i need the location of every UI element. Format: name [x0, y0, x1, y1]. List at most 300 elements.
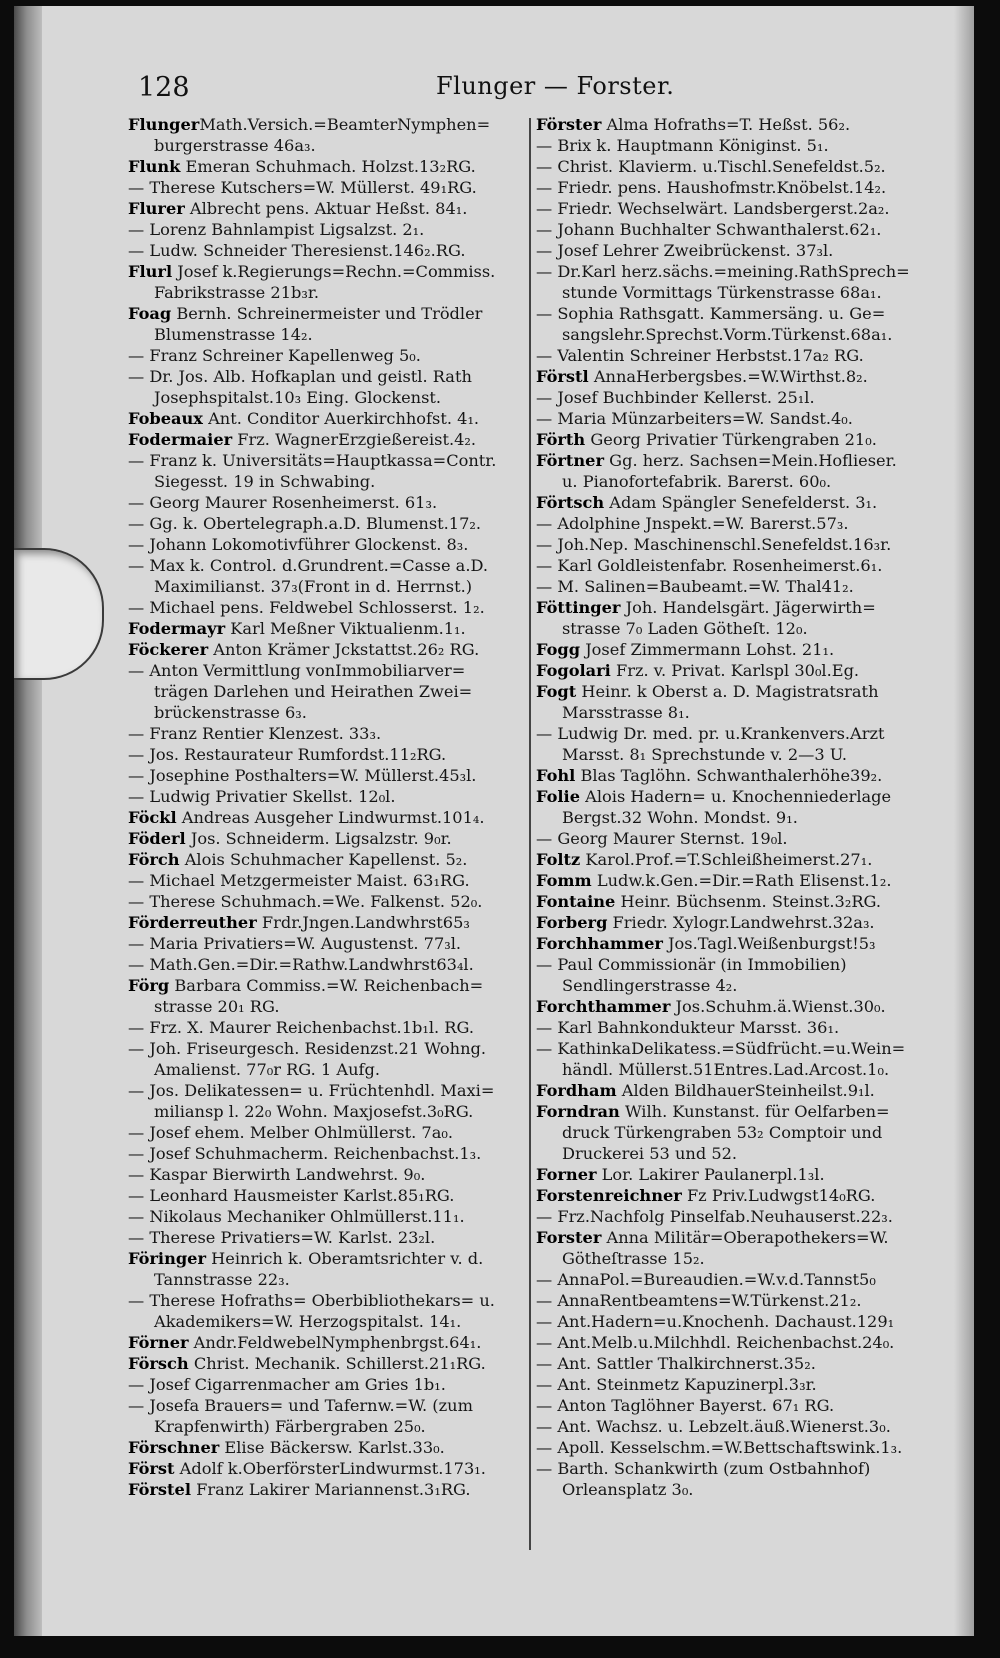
directory-entry	[536, 408, 936, 429]
directory-entry	[536, 639, 936, 660]
entry-text: — KathinkaDelikatess.=Südfrücht.=u.Wein=	[536, 1039, 906, 1058]
entry-text: — Barth. Schankwirth (zum Ostbahnhof)	[536, 1459, 871, 1478]
entry-text: — AnnaPol.=Bureaudien.=W.v.d.Tannst5₀	[536, 1270, 876, 1289]
directory-entry	[128, 1164, 524, 1185]
directory-entry	[128, 198, 524, 219]
directory-entry	[536, 891, 936, 912]
entry-surname: Föderl	[128, 829, 186, 848]
directory-entry	[536, 1080, 936, 1101]
directory-entry	[536, 1101, 936, 1122]
directory-entry	[536, 1206, 936, 1227]
entry-text: — Frz. X. Maurer Reichenbachst.1b₁l. RG.	[128, 1018, 474, 1037]
entry-text: — Ant. Wachsz. u. Lebzelt.äuß.Wienerst.3₀.	[536, 1417, 891, 1436]
entry-text: Alois Schuhmacher Kapellenst. 5₂.	[179, 850, 468, 869]
entry-text: — Ant.Melb.u.Milchhdl. Reichenbachst.24₀.	[536, 1333, 895, 1352]
entry-text: — Therese Schuhmach.=We. Falkenst. 52₀.	[128, 892, 483, 911]
entry-text: Marsstrasse 8₁.	[562, 703, 690, 722]
entry-surname: Förderreuther	[128, 913, 257, 932]
entry-surname: Forberg	[536, 913, 608, 932]
directory-entry	[536, 324, 936, 345]
entry-text: Andreas Ausgeher Lindwurmst.101₄.	[176, 808, 485, 827]
entry-text: — Max k. Control. d.Grundrent.=Casse a.D.	[128, 556, 489, 575]
directory-entry	[128, 744, 524, 765]
entry-text: — Georg Maurer Rosenheimerst. 61₃.	[128, 493, 438, 512]
entry-text: Fz Priv.Ludwgst14₀RG.	[681, 1186, 876, 1205]
entry-text: — Frz.Nachfolg Pinselfab.Neuhauserst.22₃.	[536, 1207, 893, 1226]
directory-entry	[536, 534, 936, 555]
left-column	[128, 114, 524, 1500]
entry-text: Josef k.Regierungs=Rechn.=Commiss.	[172, 262, 496, 281]
running-head: Flunger — Forster.	[436, 72, 675, 100]
directory-entry	[536, 282, 936, 303]
directory-entry	[536, 1143, 936, 1164]
directory-entry	[128, 807, 524, 828]
directory-entry	[536, 723, 936, 744]
entry-text: — Karl Goldleistenfabr. Rosenheimerst.6₁.	[536, 556, 883, 575]
entry-surname: Föckl	[128, 808, 177, 827]
directory-entry	[536, 1479, 936, 1500]
entry-text: Karl Meßner Viktualienm.1₁.	[225, 619, 466, 638]
directory-entry	[128, 1374, 524, 1395]
entry-surname: Flunk	[128, 157, 181, 176]
entry-text: — Michael pens. Feldwebel Schlosserst. 1₂.	[128, 598, 485, 617]
entry-text: — Jos. Restaurateur Rumfordst.11₂RG.	[128, 745, 447, 764]
directory-entry	[536, 1248, 936, 1269]
entry-text: — Karl Bahnkondukteur Marsst. 36₁.	[536, 1018, 840, 1037]
entry-text: Alois Hadern= u. Knochenniederlage	[580, 787, 892, 806]
entry-text: trägen Darlehen und Heirathen Zwei=	[154, 682, 473, 701]
directory-entry	[128, 177, 524, 198]
directory-entry	[128, 1101, 524, 1122]
directory-entry	[128, 1017, 524, 1038]
entry-text: — Ant. Sattler Thalkirchnerst.35₂.	[536, 1354, 816, 1373]
directory-entry	[536, 744, 936, 765]
directory-entry	[536, 1122, 936, 1143]
directory-entry	[128, 135, 524, 156]
directory-entry	[128, 828, 524, 849]
entry-text: Josef Zimmermann Lohst. 21₁.	[580, 640, 835, 659]
directory-entry	[128, 660, 524, 681]
directory-entry	[128, 786, 524, 807]
directory-entry	[128, 240, 524, 261]
directory-entry	[128, 1080, 524, 1101]
directory-entry	[128, 429, 524, 450]
entry-text: Frdr.Jngen.Landwhrst65₃	[256, 913, 470, 932]
entry-text: Ludw.k.Gen.=Dir.=Rath Elisenst.1₂.	[591, 871, 892, 890]
entry-text: — Anton Vermittlung vonImmobiliarver=	[128, 661, 466, 680]
entry-text: Sendlingerstrasse 4₂.	[562, 976, 738, 995]
entry-text: — Kaspar Bierwirth Landwehrst. 9₀.	[128, 1165, 426, 1184]
entry-text: — Josef Schuhmacherm. Reichenbachst.1₃.	[128, 1144, 482, 1163]
entry-text: — Friedr. Wechselwärt. Landsbergerst.2a₂.	[536, 199, 890, 218]
right-column	[536, 114, 936, 1500]
directory-entry	[536, 1374, 936, 1395]
entry-text: — Franz k. Universitäts=Hauptkassa=Contr.	[128, 451, 497, 470]
directory-entry	[536, 1353, 936, 1374]
directory-entry	[128, 408, 524, 429]
directory-entry	[536, 198, 936, 219]
directory-entry	[128, 1479, 524, 1500]
entry-surname: Fogolari	[536, 661, 611, 680]
entry-text: Anna Militär=Oberapothekers=W.	[601, 1228, 889, 1247]
directory-entry	[536, 765, 936, 786]
entry-text: — Franz Rentier Klenzest. 33₃.	[128, 724, 382, 743]
directory-entry	[128, 261, 524, 282]
directory-entry	[536, 1059, 936, 1080]
entry-text: Heinr. k Oberst a. D. Magistratsrath	[576, 682, 879, 701]
binding-fold	[14, 6, 42, 1636]
entry-text: Math.Versich.=BeamterNymphen=	[199, 115, 491, 134]
entry-text: Götheſtrasse 15₂.	[562, 1249, 705, 1268]
entry-text: — Johann Buchhalter Schwanthalerst.62₁.	[536, 220, 882, 239]
entry-text: — Ludwig Dr. med. pr. u.Krankenvers.Arzt	[536, 724, 885, 743]
entry-text: Bergst.32 Wohn. Mondst. 9₁.	[562, 808, 798, 827]
entry-surname: Forster	[536, 1228, 602, 1247]
entry-surname: Föringer	[128, 1249, 206, 1268]
directory-entry	[128, 1458, 524, 1479]
directory-entry	[536, 1395, 936, 1416]
directory-entry	[536, 387, 936, 408]
directory-entry	[536, 261, 936, 282]
directory-entry	[536, 1290, 936, 1311]
entry-surname: Förstel	[128, 1480, 191, 1499]
page-header	[138, 68, 938, 108]
directory-entry	[536, 933, 936, 954]
entry-text: — Michael Metzgermeister Maist. 63₁RG.	[128, 871, 470, 890]
directory-entry	[536, 114, 936, 135]
directory-entry	[128, 1206, 524, 1227]
entry-surname: Fodermaier	[128, 430, 233, 449]
directory-entry	[128, 765, 524, 786]
entry-surname: Föckerer	[128, 640, 209, 659]
entry-text: Akademikers=W. Herzogspitalst. 14₁.	[154, 1312, 462, 1331]
directory-entry	[536, 996, 936, 1017]
entry-text: — Sophia Rathsgatt. Kammersäng. u. Ge=	[536, 304, 886, 323]
entry-surname: Forner	[536, 1165, 597, 1184]
entry-text: — Anton Taglöhner Bayerst. 67₁ RG.	[536, 1396, 835, 1415]
entry-text: — AnnaRentbeamtens=W.Türkenst.21₂.	[536, 1291, 862, 1310]
entry-surname: Förtner	[536, 451, 605, 470]
entry-text: — Franz Schreiner Kapellenweg 5₀.	[128, 346, 421, 365]
entry-surname: Förschner	[128, 1438, 220, 1457]
entry-text: Amalienst. 77₀r RG. 1 Aufg.	[154, 1060, 381, 1079]
entry-surname: Forchthammer	[536, 997, 671, 1016]
entry-text: Heinr. Büchsenm. Steinst.3₂RG.	[615, 892, 882, 911]
directory-entry	[128, 303, 524, 324]
entry-text: Wilh. Kunstanst. für Oelfarben=	[619, 1102, 890, 1121]
entry-text: Alma Hofraths=T. Heßst. 56₂.	[601, 115, 851, 134]
directory-entry	[536, 450, 936, 471]
directory-entry	[536, 618, 936, 639]
directory-entry	[536, 681, 936, 702]
directory-entry	[536, 345, 936, 366]
directory-entry	[536, 240, 936, 261]
entry-text: Heinrich k. Oberamtsrichter v. d.	[206, 1249, 484, 1268]
entry-text: miliansp l. 22₀ Wohn. Maxjosefst.3₀RG.	[154, 1102, 474, 1121]
entry-text: Jos.Schuhm.ä.Wienst.30₀.	[670, 997, 886, 1016]
entry-surname: Flurer	[128, 199, 185, 218]
entry-text: Georg Privatier Türkengraben 21₀.	[585, 430, 877, 449]
entry-surname: Förth	[536, 430, 586, 449]
entry-surname: Förtsch	[536, 493, 605, 512]
entry-text: — Nikolaus Mechaniker Ohlmüllerst.11₁.	[128, 1207, 465, 1226]
entry-text: brückenstrasse 6₃.	[154, 703, 307, 722]
directory-entry	[128, 576, 524, 597]
entry-text: — Lorenz Bahnlampist Ligsalzst. 2₁.	[128, 220, 425, 239]
directory-entry	[128, 471, 524, 492]
entry-text: Elise Bäckersw. Karlst.33₀.	[219, 1438, 445, 1457]
entry-text: Albrecht pens. Aktuar Heßst. 84₁.	[184, 199, 468, 218]
directory-entry	[536, 513, 936, 534]
directory-entry	[128, 114, 524, 135]
directory-entry	[536, 807, 936, 828]
entry-text: — Maria Münzarbeiters=W. Sandst.4₀.	[536, 409, 853, 428]
entry-text: — Josef Cigarrenmacher am Gries 1b₁.	[128, 1375, 446, 1394]
entry-surname: Fohl	[536, 766, 576, 785]
directory-entry	[536, 1269, 936, 1290]
entry-text: Adam Spängler Senefelderst. 3₁.	[604, 493, 878, 512]
directory-entry	[128, 1269, 524, 1290]
entry-surname: Föttinger	[536, 598, 621, 617]
entry-text: — Johann Lokomotivführer Glockenst. 8₃.	[128, 535, 469, 554]
directory-entry	[128, 534, 524, 555]
entry-text: Tannstrasse 22₃.	[154, 1270, 290, 1289]
directory-entry	[536, 849, 936, 870]
entry-surname: Förster	[536, 115, 602, 134]
entry-text: Lor. Lakirer Paulanerpl.1₃l.	[596, 1165, 825, 1184]
entry-text: — Ludwig Privatier Skellst. 12₀l.	[128, 787, 396, 806]
directory-entry	[536, 1311, 936, 1332]
directory-entry	[536, 597, 936, 618]
entry-text: Siegesst. 19 in Schwabing.	[154, 472, 376, 491]
directory-entry	[536, 156, 936, 177]
entry-surname: Förstl	[536, 367, 589, 386]
entry-text: — Ludw. Schneider Theresienst.146₂.RG.	[128, 241, 466, 260]
entry-text: Josephspitalst.10₃ Eing. Glockenst.	[154, 388, 442, 407]
directory-entry	[128, 513, 524, 534]
directory-entry	[128, 1437, 524, 1458]
entry-text: Jos. Schneiderm. Ligsalzstr. 9₀r.	[185, 829, 452, 848]
entry-surname: Forndran	[536, 1102, 620, 1121]
directory-entry	[128, 933, 524, 954]
directory-entry	[536, 576, 936, 597]
directory-entry	[128, 870, 524, 891]
directory-entry	[128, 597, 524, 618]
entry-text: Druckerei 53 und 52.	[562, 1144, 738, 1163]
entry-text: — Gg. k. Obertelegraph.a.D. Blumenst.17₂.	[128, 514, 482, 533]
entry-text: — Dr. Jos. Alb. Hofkaplan und geistl. Rath	[128, 367, 472, 386]
entry-surname: Folie	[536, 787, 581, 806]
directory-entry	[536, 702, 936, 723]
entry-text: — Joh. Friseurgesch. Residenzst.21 Wohng.	[128, 1039, 487, 1058]
entry-text: Jos.Tagl.Weißenburgst!5₃	[662, 934, 876, 953]
entry-text: Fabrikstrasse 21b₃r.	[154, 283, 319, 302]
entry-text: — Joh.Nep. Maschinenschl.Senefeldst.16₃r.	[536, 535, 892, 554]
entry-text: strasse 7₀ Laden Götheſt. 12₀.	[562, 619, 808, 638]
entry-text: Krapfenwirth) Färbergraben 25₀.	[154, 1417, 426, 1436]
entry-text: — Therese Hofraths= Oberbibliothekars= u.	[128, 1291, 495, 1310]
entry-surname: Fobeaux	[128, 409, 203, 428]
directory-entry	[536, 1038, 936, 1059]
entry-text: händl. Müllerst.51Entres.Lad.Arcost.1₀.	[562, 1060, 890, 1079]
directory-entry	[128, 366, 524, 387]
entry-text: Bernh. Schreinermeister und Trödler	[171, 304, 483, 323]
entry-text: Anton Krämer Jckstattst.26₂ RG.	[208, 640, 480, 659]
directory-entry	[128, 618, 524, 639]
entry-text: — Apoll. Kesselschm.=W.Bettschaftswink.1₃.	[536, 1438, 903, 1457]
directory-entry	[128, 492, 524, 513]
directory-entry	[536, 177, 936, 198]
entry-text: — Adolphine Jnspekt.=W. Barerst.57₃.	[536, 514, 849, 533]
entry-text: — Dr.Karl herz.sächs.=meining.RathSprech=	[536, 262, 910, 281]
directory-entry	[536, 828, 936, 849]
directory-entry	[536, 1332, 936, 1353]
directory-entry	[536, 912, 936, 933]
entry-surname: Förg	[128, 976, 170, 995]
directory-entry	[128, 849, 524, 870]
entry-text: druck Türkengraben 53₂ Comptoir und	[562, 1123, 883, 1142]
entry-surname: Försch	[128, 1354, 189, 1373]
column-divider	[529, 118, 531, 1550]
directory-entry	[536, 1185, 936, 1206]
directory-entry	[128, 723, 524, 744]
directory-entry	[536, 303, 936, 324]
entry-text: — Brix k. Hauptmann Königinst. 5₁.	[536, 136, 829, 155]
directory-entry	[128, 1143, 524, 1164]
directory-entry	[128, 324, 524, 345]
entry-text: — Maria Privatiers=W. Augustenst. 77₃l.	[128, 934, 462, 953]
entry-text: — Leonhard Hausmeister Karlst.85₁RG.	[128, 1186, 455, 1205]
directory-entry	[536, 1437, 936, 1458]
entry-text: Ant. Conditor Auerkirchhofst. 4₁.	[202, 409, 480, 428]
entry-text: Marsst. 8₁ Sprechstunde v. 2—3 U.	[562, 745, 848, 764]
entry-text: Orleansplatz 3₀.	[562, 1480, 694, 1499]
entry-text: — Christ. Klavierm. u.Tischl.Senefeldst.5₂.	[536, 157, 886, 176]
directory-entry	[536, 492, 936, 513]
directory-entry	[536, 1227, 936, 1248]
directory-entry	[128, 891, 524, 912]
entry-text: AnnaHerbergsbes.=W.Wirthst.8₂.	[588, 367, 868, 386]
entry-text: — Ant. Steinmetz Kapuzinerpl.3₃r.	[536, 1375, 817, 1394]
directory-entry	[128, 1395, 524, 1416]
directory-entry	[128, 912, 524, 933]
entry-surname: Förch	[128, 850, 180, 869]
page-number: 128	[138, 72, 190, 103]
directory-entry	[128, 555, 524, 576]
entry-text: — Josefa Brauers= und Tafernw.=W. (zum	[128, 1396, 473, 1415]
entry-text: — Valentin Schreiner Herbstst.17a₂ RG.	[536, 346, 864, 365]
entry-surname: Flurl	[128, 262, 173, 281]
directory-entry	[128, 450, 524, 471]
entry-text: Emeran Schuhmach. Holzst.13₂RG.	[180, 157, 476, 176]
entry-surname: Fogt	[536, 682, 577, 701]
entry-text: Barbara Commiss.=W. Reichenbach=	[169, 976, 484, 995]
entry-surname: Fomm	[536, 871, 592, 890]
directory-entry	[536, 471, 936, 492]
entry-surname: Foag	[128, 304, 172, 323]
directory-entry	[536, 786, 936, 807]
directory-entry	[536, 1017, 936, 1038]
entry-text: — Friedr. pens. Haushofmstr.Knöbelst.14₂.	[536, 178, 887, 197]
entry-text: strasse 20₁ RG.	[154, 997, 280, 1016]
directory-entry	[128, 1059, 524, 1080]
directory-entry	[536, 429, 936, 450]
directory-entry	[536, 135, 936, 156]
entry-text: Franz Lakirer Mariannenst.3₁RG.	[190, 1480, 471, 1499]
entry-text: — Josef Lehrer Zweibrückenst. 37₃l.	[536, 241, 834, 260]
entry-text: u. Pianofortefabrik. Barerst. 60₀.	[562, 472, 832, 491]
entry-surname: Forchhammer	[536, 934, 663, 953]
entry-text: burgerstrasse 46a₃.	[154, 136, 316, 155]
entry-surname: Först	[128, 1459, 175, 1478]
entry-surname: Fontaine	[536, 892, 616, 911]
entry-surname: Fodermayr	[128, 619, 226, 638]
entry-text: — M. Salinen=Baubeamt.=W. Thal41₂.	[536, 577, 854, 596]
page-edge	[954, 6, 974, 1636]
entry-text: — Ant.Hadern=u.Knochenh. Dachaust.129₁	[536, 1312, 895, 1331]
directory-entry	[128, 1122, 524, 1143]
directory-entry	[536, 975, 936, 996]
directory-entry	[128, 1185, 524, 1206]
directory-entry	[128, 1332, 524, 1353]
entry-text: Andr.FeldwebelNymphenbrgst.64₁.	[188, 1333, 482, 1352]
entry-text: Karol.Prof.=T.Schleißheimerst.27₁.	[580, 850, 873, 869]
directory-entry	[128, 387, 524, 408]
entry-text: — Josef Buchbinder Kellerst. 25₁l.	[536, 388, 815, 407]
entry-text: Maximilianst. 37₃(Front in d. Herrnst.)	[154, 577, 473, 596]
entry-text: Frz. WagnerErzgießereist.4₂.	[232, 430, 477, 449]
entry-surname: Förner	[128, 1333, 189, 1352]
entry-text: stunde Vormittags Türkenstrasse 68a₁.	[562, 283, 882, 302]
entry-text: Adolf k.OberförsterLindwurmst.173₁.	[174, 1459, 486, 1478]
directory-entry	[536, 954, 936, 975]
entry-text: Joh. Handelsgärt. Jägerwirth=	[620, 598, 876, 617]
entry-text: Blas Taglöhn. Schwanthalerhöhe39₂.	[575, 766, 883, 785]
entry-text: — Jos. Delikatessen= u. Früchtenhdl. Maxi=	[128, 1081, 495, 1100]
entry-text: Gg. herz. Sachsen=Mein.Hoflieser.	[604, 451, 897, 470]
directory-entry	[128, 975, 524, 996]
directory-entry	[128, 996, 524, 1017]
entry-surname: Forstenreichner	[536, 1186, 682, 1205]
entry-text: sangslehr.Sprechst.Vorm.Türkenst.68a₁.	[562, 325, 893, 344]
directory-entry	[536, 870, 936, 891]
directory-entry	[128, 1353, 524, 1374]
entry-surname: Fordham	[536, 1081, 617, 1100]
entry-surname: Flunger	[128, 115, 200, 134]
entry-text: Frz. v. Privat. Karlspl 30₀l.Eg.	[610, 661, 860, 680]
directory-entry	[128, 156, 524, 177]
entry-surname: Fogg	[536, 640, 581, 659]
directory-entry	[536, 366, 936, 387]
entry-text: — Math.Gen.=Dir.=Rathw.Landwhrst63₄l.	[128, 955, 474, 974]
directory-entry	[128, 1290, 524, 1311]
directory-entry	[536, 1164, 936, 1185]
directory-entry	[128, 681, 524, 702]
entry-text: — Georg Maurer Sternst. 19₀l.	[536, 829, 788, 848]
directory-entry	[536, 1458, 936, 1479]
entry-text: Christ. Mechanik. Schillerst.21₁RG.	[188, 1354, 486, 1373]
entry-text: — Josef ehem. Melber Ohlmüllerst. 7a₀.	[128, 1123, 453, 1142]
directory-entry	[128, 1227, 524, 1248]
entry-text: Alden BildhauerSteinheilst.9₁l.	[616, 1081, 875, 1100]
directory-entry	[536, 219, 936, 240]
directory-entry	[536, 555, 936, 576]
entry-text: — Therese Kutschers=W. Müllerst. 49₁RG.	[128, 178, 477, 197]
entry-text: — Therese Privatiers=W. Karlst. 23₂l.	[128, 1228, 436, 1247]
directory-entry	[128, 345, 524, 366]
entry-text: Friedr. Xylogr.Landwehrst.32a₃.	[607, 913, 875, 932]
directory-entry	[128, 954, 524, 975]
